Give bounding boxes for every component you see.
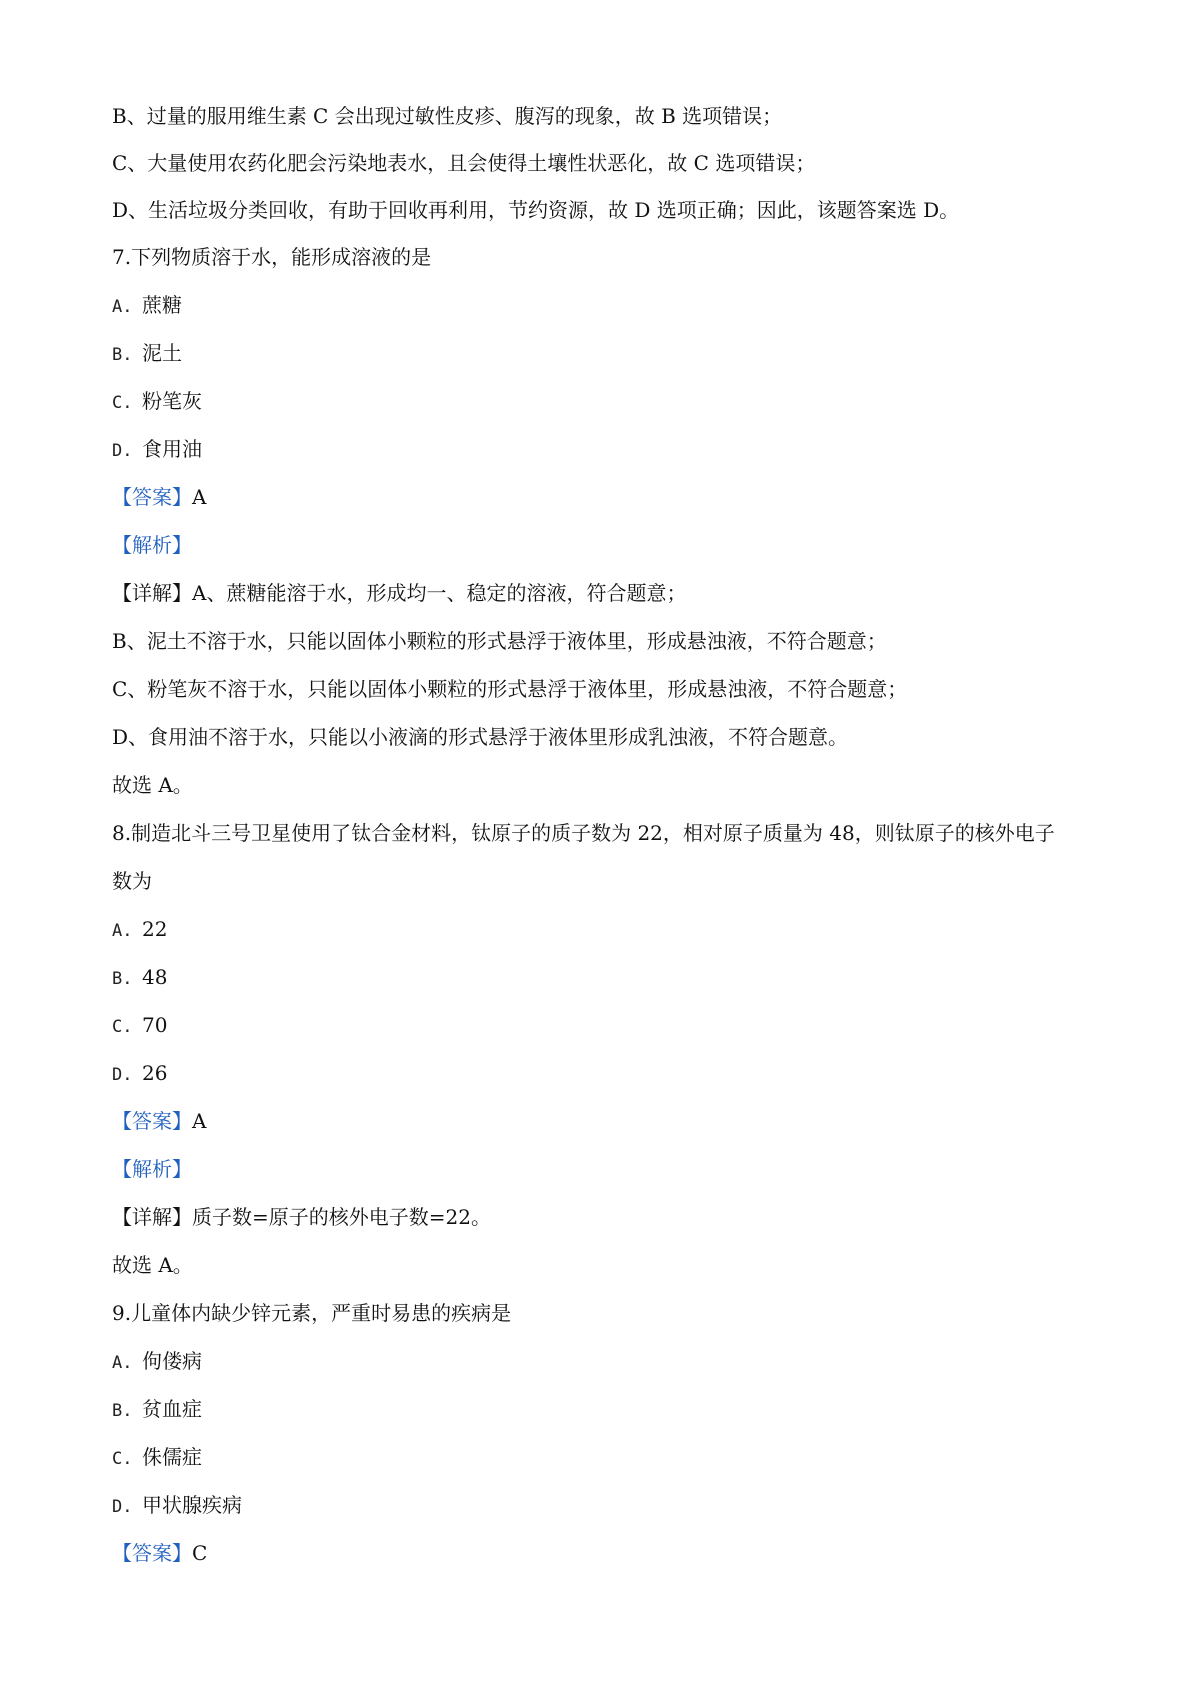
q9-option-a-text: 佝偻病 [142,1349,202,1373]
q8-detail: 【详解】质子数=原子的核外电子数=22。 [112,1205,491,1229]
q8-answer-value: A [192,1109,207,1133]
q9-answer-value: C [192,1541,208,1565]
prev-analysis-c: C、大量使用农药化肥会污染地表水，且会使得土壤性状恶化，故 C 选项错误； [112,151,816,175]
q7-option-a-text: 蔗糖 [142,293,182,317]
q9-option-b-text: 贫血症 [142,1397,202,1421]
q7-detail-4: D、食用油不溶于水，只能以小液滴的形式悬浮于液体里形成乳浊液，不符合题意。 [112,725,849,749]
q8-option-c-text: 70 [142,1013,168,1037]
q8-option-b-text: 48 [142,965,168,989]
q8-option-a [112,915,167,945]
q8-analysis-label: 【解析】 [112,1157,192,1181]
q8-option-d-letter: D. [112,1065,133,1085]
q8-option-b-letter: B. [112,969,133,989]
q9-option-c-letter: C. [112,1449,133,1469]
q9-answer [112,1539,207,1567]
q9-option-d-text: 甲状腺疾病 [142,1493,242,1517]
q8-stem-line2: 数为 [112,869,152,893]
q7-answer-label: 【答案】 [112,485,192,509]
q9-option-a-letter: A. [112,1353,133,1373]
q8-option-d [112,1059,167,1089]
q9-option-d-letter: D. [112,1497,133,1517]
q8-option-b [112,963,167,993]
q9-option-b-letter: B. [112,1401,133,1421]
q7-answer-value: A [192,485,207,509]
q8-conclusion: 故选 A。 [112,1253,193,1277]
q7-option-d [112,435,202,465]
q8-stem-line1: 8.制造北斗三号卫星使用了钛合金材料，钛原子的质子数为 22，相对原子质量为 48，则钛原子的核外电子 [112,821,1055,845]
q7-option-c-text: 粉笔灰 [142,389,202,413]
prev-analysis-d: D、生活垃圾分类回收，有助于回收再利用，节约资源，故 D 选项正确；因此，该题答案选 D。 [112,198,960,222]
q7-detail-2: B、泥土不溶于水，只能以固体小颗粒的形式悬浮于液体里，形成悬浊液，不符合题意； [112,629,887,653]
q7-option-b [112,339,182,369]
q9-answer-label: 【答案】 [112,1541,192,1565]
q9-option-d [112,1491,242,1521]
q7-option-b-letter: B. [112,345,133,365]
q7-option-d-letter: D. [112,441,133,461]
q9-option-c [112,1443,202,1473]
q7-option-d-text: 食用油 [142,437,202,461]
q7-answer [112,483,206,511]
q8-option-d-text: 26 [142,1061,168,1085]
q7-option-c-letter: C. [112,393,133,413]
q9-option-b [112,1395,202,1425]
q7-option-a [112,291,182,321]
q8-answer-label: 【答案】 [112,1109,192,1133]
q7-detail-3: C、粉笔灰不溶于水，只能以固体小颗粒的形式悬浮于液体里，形成悬浊液，不符合题意； [112,677,908,701]
q7-detail-1: 【详解】A、蔗糖能溶于水，形成均一、稳定的溶液，符合题意； [112,581,687,605]
q7-analysis-label: 【解析】 [112,533,192,557]
q7-conclusion: 故选 A。 [112,773,193,797]
q7-option-b-text: 泥土 [142,341,182,365]
q9-stem: 9.儿童体内缺少锌元素，严重时易患的疾病是 [112,1301,512,1325]
q7-option-c [112,387,202,417]
q9-option-c-text: 侏儒症 [142,1445,202,1469]
q8-option-a-text: 22 [142,917,168,941]
q8-option-c [112,1011,167,1041]
q7-option-a-letter: A. [112,297,133,317]
q7-stem: 7.下列物质溶于水，能形成溶液的是 [112,245,432,269]
q8-option-c-letter: C. [112,1017,133,1037]
prev-analysis-b: B、过量的服用维生素 C 会出现过敏性皮疹、腹泻的现象，故 B 选项错误； [112,104,783,128]
q8-answer [112,1107,206,1135]
q8-option-a-letter: A. [112,921,133,941]
q9-option-a [112,1347,202,1377]
